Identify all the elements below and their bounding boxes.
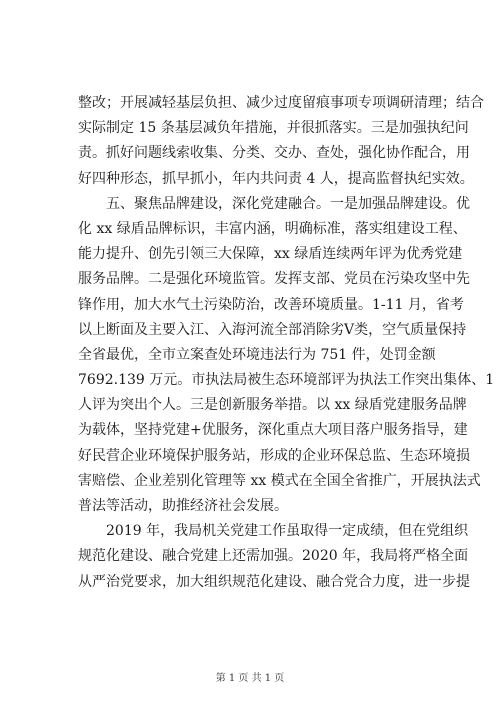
page-footer: 第 1 页 共 1 页	[215, 673, 285, 684]
text-line: 好民营企业环境保护服务站，形成的企业环保总监、生态环境损	[78, 447, 470, 464]
text-line: 锋作用，加大水气土污染防治，改善环境质量。1-11 月，省考	[78, 296, 464, 313]
text-line: 好四种形态，抓早抓小，年内共问责 4 人，提高监督执纪实效。	[78, 170, 474, 187]
text-line: 2019 年，我局机关党建工作虽取得一定成绩，但在党组织	[78, 523, 469, 540]
text-line: 从严治党要求，加大组织规范化建设、融合党合力度，进一步提	[78, 573, 470, 590]
text-line: 化 xx 绿盾品牌标识，丰富内涵，明确标准，落实组建设工程、	[78, 220, 467, 237]
text-line: 规范化建设、融合党建上还需加强。2020 年，我局将严格全面	[78, 548, 469, 565]
text-line: 实际制定 15 条基层减负年措施，并很抓落实。三是加强执纪问	[78, 120, 469, 137]
text-line: 服务品牌。二是强化环境监管。发挥支部、党员在污染攻坚中先	[78, 271, 470, 288]
text-line: 责。抓好问题线索收集、分类、交办、查处，强化协作配合，用	[78, 145, 470, 162]
text-line: 普法等活动，助推经济社会发展。	[78, 498, 288, 514]
text-line: 五、聚焦品牌建设，深化党建融合。一是加强品牌建设。优	[78, 195, 470, 212]
text-line: 害赔偿、企业差别化管理等 xx 模式在全国全省推广，开展执法式	[78, 472, 481, 489]
text-line: 为载体，坚持党建+优服务，深化重点大项目落户服务指导，建	[78, 422, 468, 439]
text-line: 整改；开展减轻基层负担、减少过度留痕事项专项调研清理；结合	[78, 95, 484, 111]
text-line: 7692.139 万元。市执法局被生态环境部评为执法工作突出集体、1	[78, 372, 495, 389]
text-line: 全省最优，全市立案查处环境违法行为 751 件，处罚金额	[78, 346, 436, 363]
text-line: 人评为突出个人。三是创新服务举措。以 xx 绿盾党建服务品牌	[78, 397, 467, 414]
text-line: 能力提升、创先引领三大保障，xx 绿盾连续两年评为优秀党建	[78, 246, 463, 263]
body-text	[78, 91, 495, 595]
text-line: 以上断面及主要入江、入海河流全部消除劣Ⅴ类，空气质量保持	[78, 321, 467, 338]
